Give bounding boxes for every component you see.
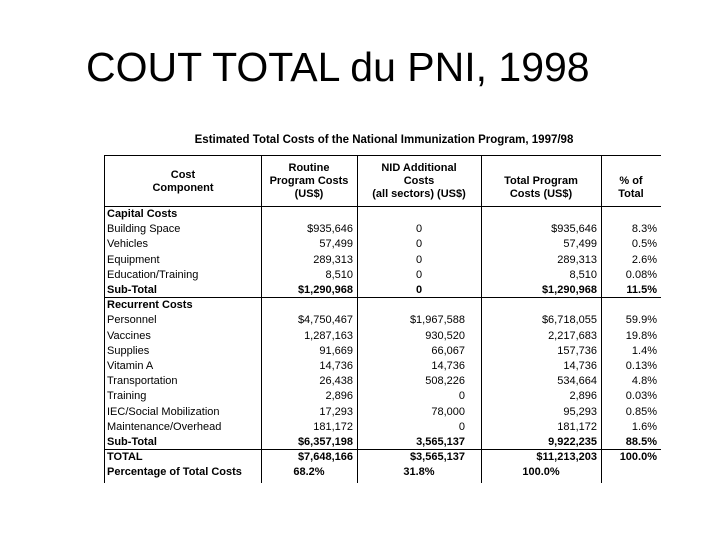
row-label: Vehicles <box>107 238 148 251</box>
total-cost: 2,896 <box>569 390 597 403</box>
pct-of-total: 0.03% <box>625 390 657 403</box>
pct-of-total: 2.6% <box>631 253 657 266</box>
total-cost: $1,290,968 <box>541 284 597 296</box>
row-label: Sub-Total <box>107 436 157 448</box>
routine-cost: 2,896 <box>325 390 353 403</box>
pct-of-total: 4.8% <box>631 375 657 388</box>
total-cost: 14,736 <box>563 360 597 372</box>
pct-of-total: 100.0% <box>619 451 657 464</box>
pct-of-total: 11.5% <box>626 284 657 296</box>
routine-cost: 57,499 <box>319 238 353 251</box>
pct-of-total: 59.9% <box>625 314 657 327</box>
nid-pct: 31.8% <box>403 466 435 479</box>
pct-of-total: 88.5% <box>625 436 657 448</box>
header-total <box>481 175 601 201</box>
table-row <box>105 313 661 328</box>
total-cost: 157,736 <box>557 344 597 357</box>
total-cost: $6,718,055 <box>541 314 597 327</box>
routine-cost: $6,357,198 <box>297 436 353 448</box>
row-label: Training <box>107 390 147 403</box>
pct-of-total: 0.85% <box>625 405 657 418</box>
table-row <box>105 389 661 404</box>
row-label: Supplies <box>107 344 150 357</box>
nid-cost: 0 <box>415 268 423 281</box>
total-cost: 8,510 <box>569 268 597 281</box>
row-label: Personnel <box>107 314 157 327</box>
routine-cost: 17,293 <box>319 405 353 418</box>
table-title: Estimated Total Costs of the National Immunization Program, 1997/98 <box>194 134 574 146</box>
routine-cost: 1,287,163 <box>304 329 353 342</box>
pct-of-total: 0.13% <box>625 360 657 372</box>
header-line: NID Additional <box>381 162 457 174</box>
routine-cost: 181,172 <box>313 420 353 433</box>
header-line: Total Program <box>504 175 578 187</box>
table-row <box>105 435 661 450</box>
pct-of-total: 0.5% <box>631 238 657 251</box>
header-line: Costs <box>403 175 435 187</box>
pct-of-total: 1.6% <box>631 420 657 433</box>
total-cost: $935,646 <box>551 223 597 236</box>
row-label: Vitamin A <box>107 360 154 372</box>
row-label: Transportation <box>107 375 178 388</box>
total-cost: $11,213,203 <box>536 451 597 464</box>
nid-cost: 66,067 <box>431 344 465 357</box>
table-row <box>105 420 661 435</box>
total-cost: 9,922,235 <box>548 436 597 448</box>
nid-cost: 0 <box>458 390 465 403</box>
table-row <box>105 253 661 268</box>
header-line: (all sectors) (US$) <box>372 188 466 200</box>
routine-cost: 91,669 <box>319 344 353 357</box>
header-line: Cost <box>170 169 196 181</box>
header-nid <box>357 162 481 201</box>
row-label: Equipment <box>107 253 160 266</box>
nid-cost: $3,565,137 <box>409 451 465 464</box>
pct-of-total: 19.8% <box>625 329 657 342</box>
nid-cost: 0 <box>415 223 423 236</box>
table-row <box>105 359 661 374</box>
routine-cost: 8,510 <box>325 268 353 281</box>
routine-cost: $1,290,968 <box>297 284 353 296</box>
header-line: (US$) <box>294 188 324 200</box>
nid-cost: 0 <box>415 253 423 266</box>
header-line: Component <box>152 182 214 194</box>
header-routine <box>261 162 357 201</box>
row-label: Capital Costs <box>107 208 178 220</box>
cost-table <box>104 155 661 483</box>
row-label: Education/Training <box>107 268 199 281</box>
nid-cost: 3,565,137 <box>416 436 465 448</box>
nid-cost: 0 <box>415 284 423 296</box>
table-row <box>105 329 661 344</box>
pct-of-total: 8.3% <box>631 223 657 236</box>
header-line: Program Costs <box>269 175 349 187</box>
nid-cost: 14,736 <box>431 360 465 372</box>
nid-cost: 78,000 <box>431 405 465 418</box>
total-cost: 181,172 <box>557 420 597 433</box>
nid-cost: 930,520 <box>425 329 465 342</box>
section-row <box>105 207 661 222</box>
total-cost: 289,313 <box>557 253 597 266</box>
nid-cost: 508,226 <box>425 375 465 388</box>
row-label: Building Space <box>107 223 181 236</box>
routine-cost: $7,648,166 <box>297 451 353 464</box>
slide-title: COUT TOTAL du PNI, 1998 <box>86 44 590 90</box>
routine-pct: 68.2% <box>293 466 325 479</box>
header-line: % of <box>619 175 643 187</box>
header-line: Costs (US$) <box>509 188 573 200</box>
table-row <box>105 237 661 252</box>
table-row <box>105 450 661 465</box>
routine-cost: 289,313 <box>313 253 353 266</box>
pct-of-total: 1.4% <box>631 344 657 357</box>
routine-cost: 26,438 <box>319 375 353 388</box>
routine-cost: $935,646 <box>307 223 353 236</box>
row-label: IEC/Social Mobilization <box>107 405 220 418</box>
table-row <box>105 405 661 420</box>
nid-cost: $1,967,588 <box>409 314 465 327</box>
header-pct <box>601 175 661 201</box>
row-label: Sub-Total <box>107 284 157 296</box>
row-label: Vaccines <box>107 329 151 342</box>
total-pct: 100.0% <box>522 466 560 479</box>
table-row <box>105 283 661 298</box>
routine-cost: 14,736 <box>319 360 353 372</box>
header-line: Routine <box>288 162 330 174</box>
section-row <box>105 298 661 313</box>
table-row <box>105 222 661 237</box>
total-cost: 57,499 <box>563 238 597 251</box>
header-cost-component <box>105 169 261 195</box>
nid-cost: 0 <box>415 238 423 251</box>
row-label: TOTAL <box>107 451 143 464</box>
row-label: Percentage of Total Costs <box>107 466 242 479</box>
nid-cost: 0 <box>458 420 465 433</box>
total-cost: 534,664 <box>557 375 597 388</box>
pct-of-total: 0.08% <box>625 268 657 281</box>
header-line: Total <box>618 188 644 200</box>
table-row <box>105 344 661 359</box>
total-cost: 95,293 <box>563 405 597 418</box>
table-row <box>105 374 661 389</box>
row-label: Recurrent Costs <box>107 299 193 312</box>
total-cost: 2,217,683 <box>548 329 597 342</box>
table-row <box>105 465 661 480</box>
table-row <box>105 268 661 283</box>
row-label: Maintenance/Overhead <box>107 420 222 433</box>
routine-cost: $4,750,467 <box>297 314 353 327</box>
